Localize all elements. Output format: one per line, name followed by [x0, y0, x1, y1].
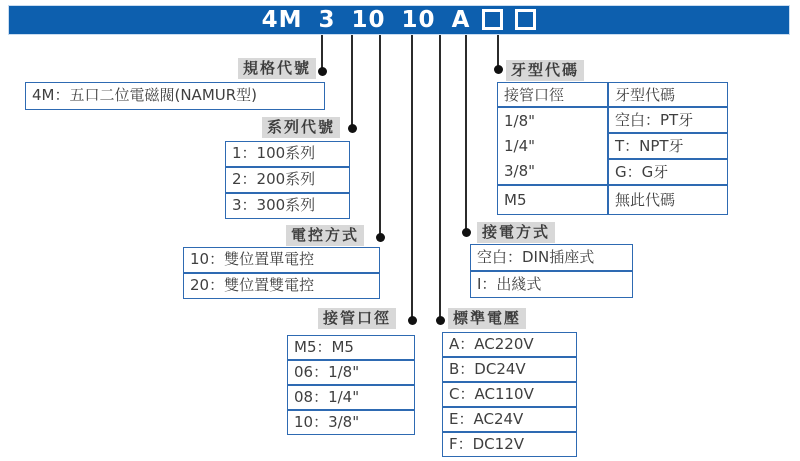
spec-code-box: [25, 82, 325, 110]
thread-m5-row: [497, 185, 728, 215]
series-row: 3：300系列: [225, 193, 350, 219]
port-row: 10：3/8": [287, 410, 415, 435]
control-row: 20：雙位置雙電控: [183, 273, 380, 299]
connector-line-voltage: [439, 35, 441, 319]
model-code-text: 4M 3 10 10 A: [261, 7, 471, 33]
thread-code: 空白：PT牙: [608, 107, 728, 133]
voltage-row: F：DC12V: [442, 432, 577, 457]
bullet-spec: [318, 67, 327, 76]
model-code-bar: [8, 5, 790, 35]
port-row: M5：M5: [287, 335, 415, 360]
thread-size: 1/8": [504, 112, 536, 130]
series-row: 1：100系列: [225, 141, 350, 167]
thread-code: G：G牙: [608, 159, 728, 185]
thread-header-row: [497, 82, 728, 107]
thread-col1-header: 接管口徑: [497, 82, 608, 107]
bullet-series: [348, 124, 357, 133]
port-row: 06：1/8": [287, 360, 415, 385]
connector-line-thread: [497, 35, 499, 68]
series-code-label: 系列代號: [262, 117, 340, 138]
connector-line-power: [465, 35, 467, 231]
connector-line-series: [351, 35, 353, 127]
voltage-row: C：AC110V: [442, 382, 577, 407]
port-size-box: [287, 335, 415, 435]
thread-type-table: [497, 82, 728, 215]
power-row: 空白：DIN插座式: [470, 244, 633, 271]
thread-col2-header: 牙型代碼: [608, 82, 728, 107]
spec-row: 4M：五口二位電磁閥(NAMUR型): [25, 82, 325, 110]
spec-code-label: 規格代號: [238, 58, 316, 79]
port-size-label: 接管口徑: [318, 308, 396, 329]
voltage-row: E：AC24V: [442, 407, 577, 432]
voltage-row: A：AC220V: [442, 332, 577, 357]
bullet-control: [376, 233, 385, 242]
thread-size: 1/4": [504, 137, 536, 155]
connector-line-port: [411, 35, 413, 319]
code-placeholder-box-2: [515, 9, 536, 30]
thread-m5-code: 無此代碼: [608, 185, 728, 215]
power-connection-box: [470, 244, 633, 298]
bullet-power: [462, 228, 471, 237]
series-row: 2：200系列: [225, 167, 350, 193]
power-row: I：出綫式: [470, 271, 633, 298]
port-row: 08：1/4": [287, 385, 415, 410]
thread-size: 3/8": [504, 162, 536, 180]
control-mode-box: [183, 247, 380, 299]
connector-line-spec: [321, 35, 323, 69]
series-code-box: [225, 141, 350, 219]
connector-line-control: [379, 35, 381, 236]
bullet-thread: [494, 65, 503, 74]
voltage-box: [442, 332, 577, 457]
bullet-voltage: [436, 316, 445, 325]
thread-m5-size: M5: [497, 185, 608, 215]
voltage-label: 標準電壓: [448, 308, 526, 329]
thread-sizes-cell: [497, 107, 608, 185]
control-mode-label: 電控方式: [286, 225, 364, 246]
thread-row: [497, 107, 728, 133]
control-row: 10：雙位置單電控: [183, 247, 380, 273]
thread-code: T：NPT牙: [608, 133, 728, 159]
power-connection-label: 接電方式: [477, 222, 555, 243]
code-placeholder-box-1: [482, 9, 503, 30]
voltage-row: B：DC24V: [442, 357, 577, 382]
thread-type-label: 牙型代碼: [506, 60, 584, 81]
bullet-port: [408, 316, 417, 325]
